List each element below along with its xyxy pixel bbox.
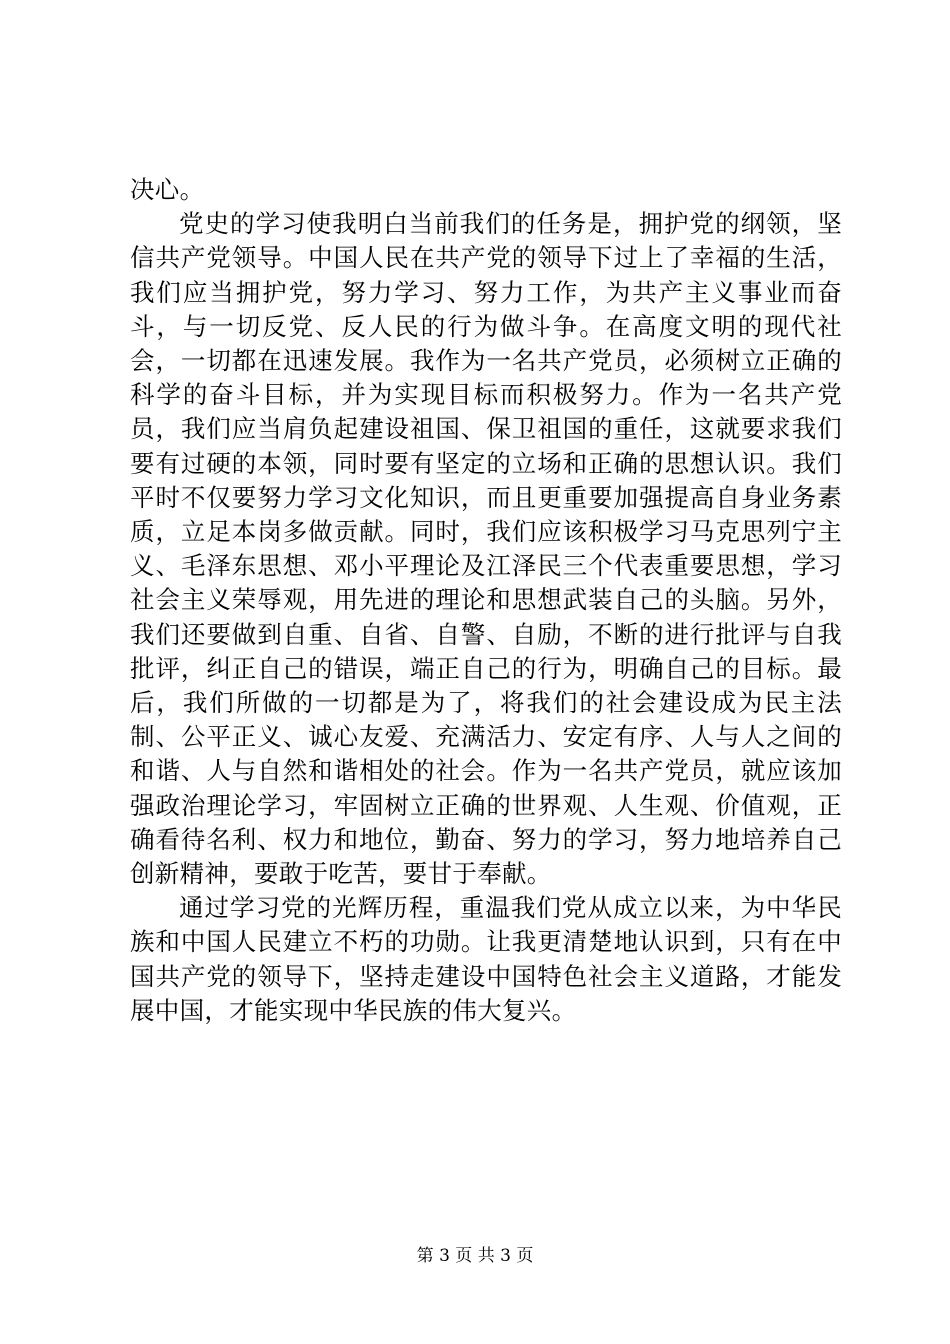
page-footer: 第 3 页 共 3 页 <box>416 1246 534 1266</box>
paragraph-continuation: 决心。 <box>130 175 205 204</box>
paragraph-party-history-study: 党史的学习使我明白当前我们的任务是，拥护党的纲领，坚信共产党领导。中国人民在共产党的领导下过上了幸福的生活，我们应当拥护党，努力学习、努力工作，为共产主义事业而奋斗，与一切反党、反人民的行为做斗争。在高度文明的现代社会，一切都在迅速发展。我作为一名共产党员，必须树立正确的科学的奋斗目标，并为实现目标而积极努力。作为一名共产党员，我们应当肩负起建设祖国、保卫祖国的重任，这就要求我们要有过硬的本领，同时要有坚定的立场和正确的思想认识。我们平时不仅要努力学习文化知识，而且更重要加强提高自身业务素质，立足本岗多做贡献。同时，我们应该积极学习马克思列宁主义、毛泽东思想、邓小平理论及江泽民三个代表重要思想，学习社会主义荣辱观，用先进的理论和思想武装自己的头脑。另外，我们还要做到自重、自省、自警、自励，不断的进行批评与自我批评，纠正自己的错误，端正自己的行为，明确自己的目标。最后，我们所做的一切都是为了，将我们的社会建设成为民主法制、公平正义、诚心友爱、充满活力、安定有序、人与人之间的和谐、人与自然和谐相处的社会。作为一名共产党员，就应该加强政治理论学习，牢固树立正确的世界观、人生观、价值观，正确看待名利、权力和地位，勤奋、努力的学习，努力地培养自己创新精神，要敢于吃苦，要甘于奉献。 <box>130 209 842 889</box>
paragraph-conclusion: 通过学习党的光辉历程，重温我们党从成立以来，为中华民族和中国人民建立不朽的功勋。让我更清楚地认识到，只有在中国共产党的领导下，坚持走建设中国特色社会主义道路，才能发展中国，才能实现中华民族的伟大复兴。 <box>130 893 842 1025</box>
document-body <box>130 173 842 1028</box>
